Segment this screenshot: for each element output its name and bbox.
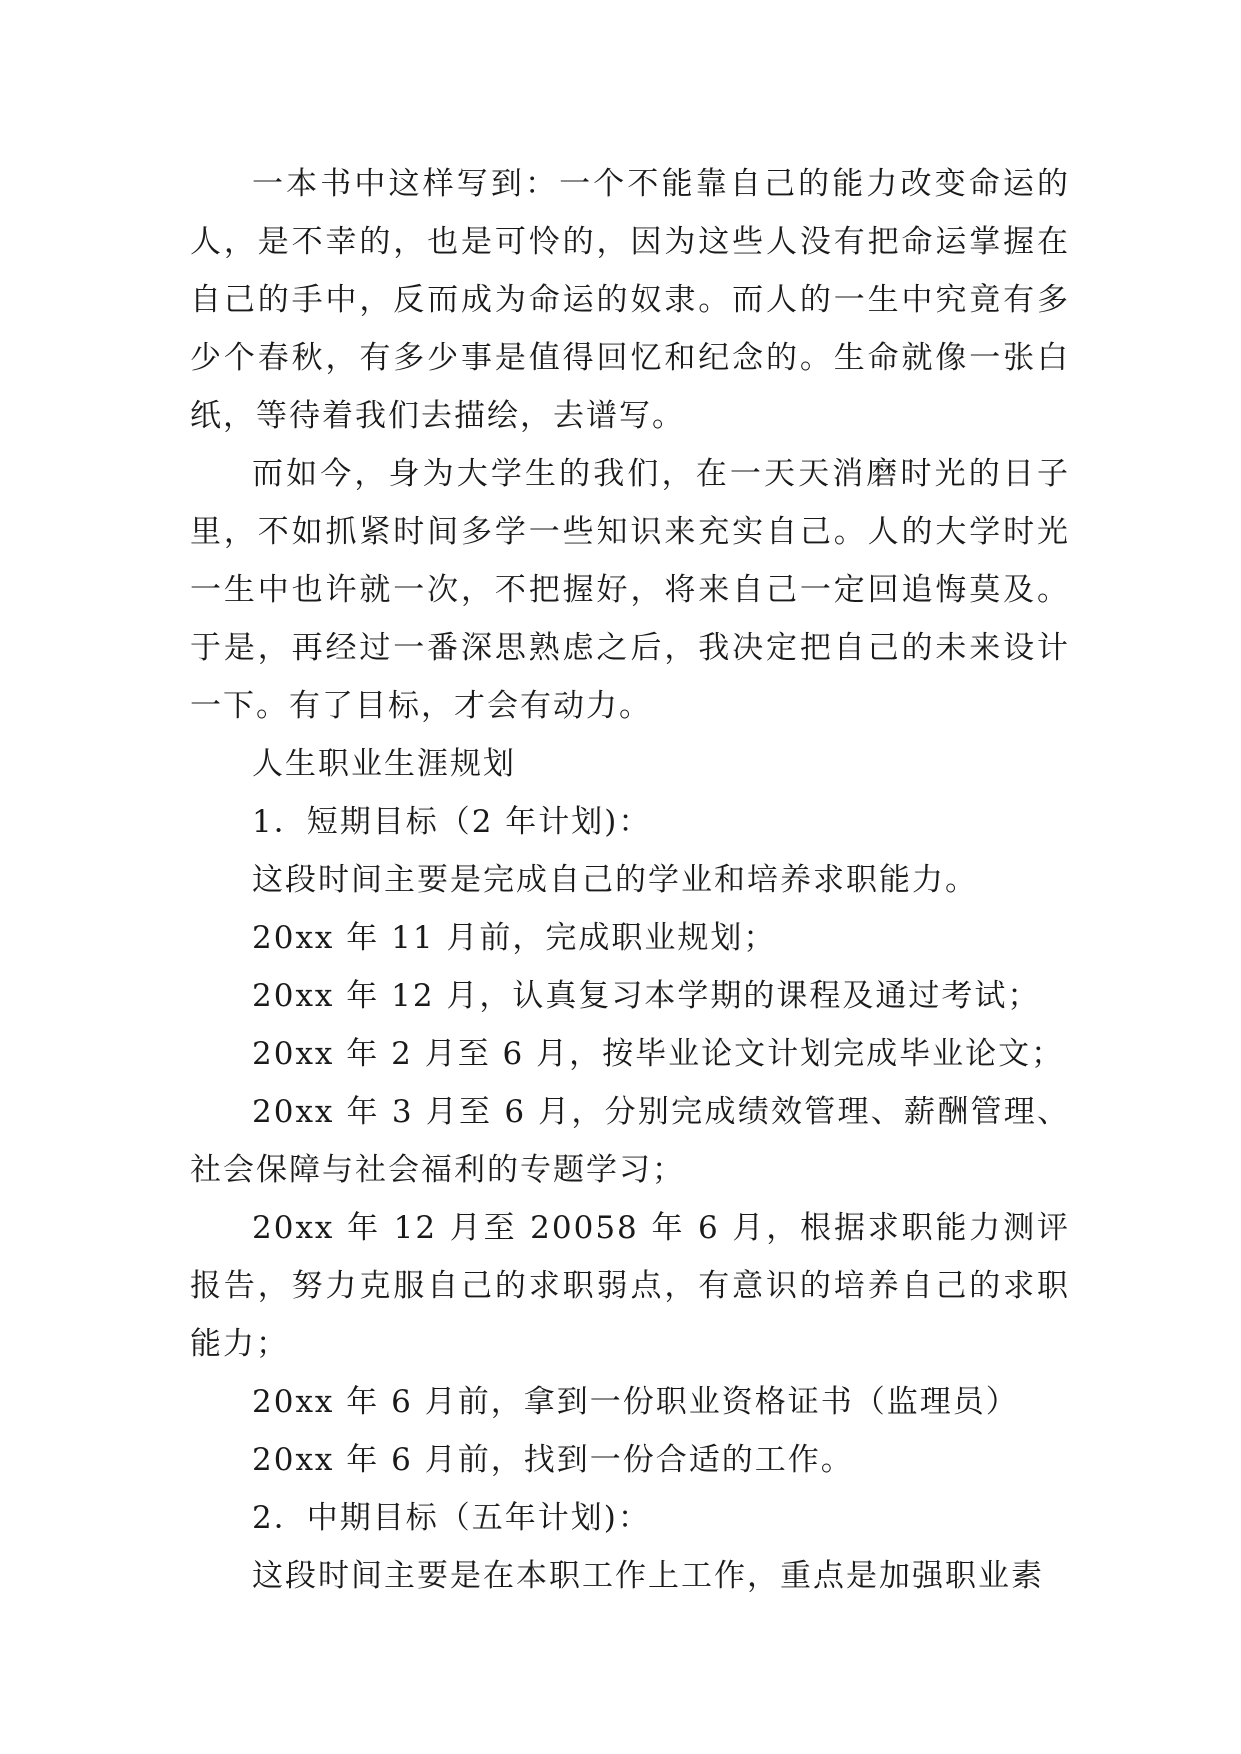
plan-item: 20xx 年 12 月至 20058 年 6 月，根据求职能力测评报告，努力克服自己的求职弱点，有意识的培养自己的求职能力； [190,1210,1070,1362]
mid-term-goal-summary: 这段时间主要是在本职工作上工作，重点是加强职业素 [252,1558,1044,1594]
plan-item: 20xx 年 3 月至 6 月，分别完成绩效管理、薪酬管理、社会保障与社会福利的专题学习； [190,1094,1070,1188]
plan-item: 20xx 年 12 月，认真复习本学期的课程及通过考试； [252,978,1041,1014]
short-term-goal-summary: 这段时间主要是完成自己的学业和培养求职能力。 [252,862,978,898]
plan-item: 20xx 年 11 月前，完成职业规划； [252,920,777,956]
mid-term-goal-heading: 2．中期目标（五年计划)： [252,1500,651,1536]
paragraph-intro: 一本书中这样写到：一个不能靠自己的能力改变命运的人，是不幸的，也是可怜的，因为这些人没有把命运掌握在自己的手中，反而成为命运的奴隶。而人的一生中究竟有多少个春秋，有多少事是值得回忆和纪念的。生命就像一张白纸，等待着我们去描绘，去谱写。 [190,166,1070,434]
section-heading: 人生职业生涯规划 [252,746,516,782]
plan-item: 20xx 年 2 月至 6 月，按毕业论文计划完成毕业论文； [252,1036,1065,1072]
short-term-goal-heading: 1．短期目标（2 年计划)： [252,804,652,840]
plan-item: 20xx 年 6 月前，拿到一份职业资格证书（监理员） [252,1384,1019,1420]
paragraph-motivation: 而如今，身为大学生的我们，在一天天消磨时光的日子里，不如抓紧时间多学一些知识来充实自己。人的大学时光一生中也许就一次，不把握好，将来自己一定回追悔莫及。于是，再经过一番深思熟虑之后，我决定把自己的未来设计一下。有了目标，才会有动力。 [190,456,1070,724]
plan-item: 20xx 年 6 月前，找到一份合适的工作。 [252,1442,854,1478]
document-body [190,155,1070,1605]
